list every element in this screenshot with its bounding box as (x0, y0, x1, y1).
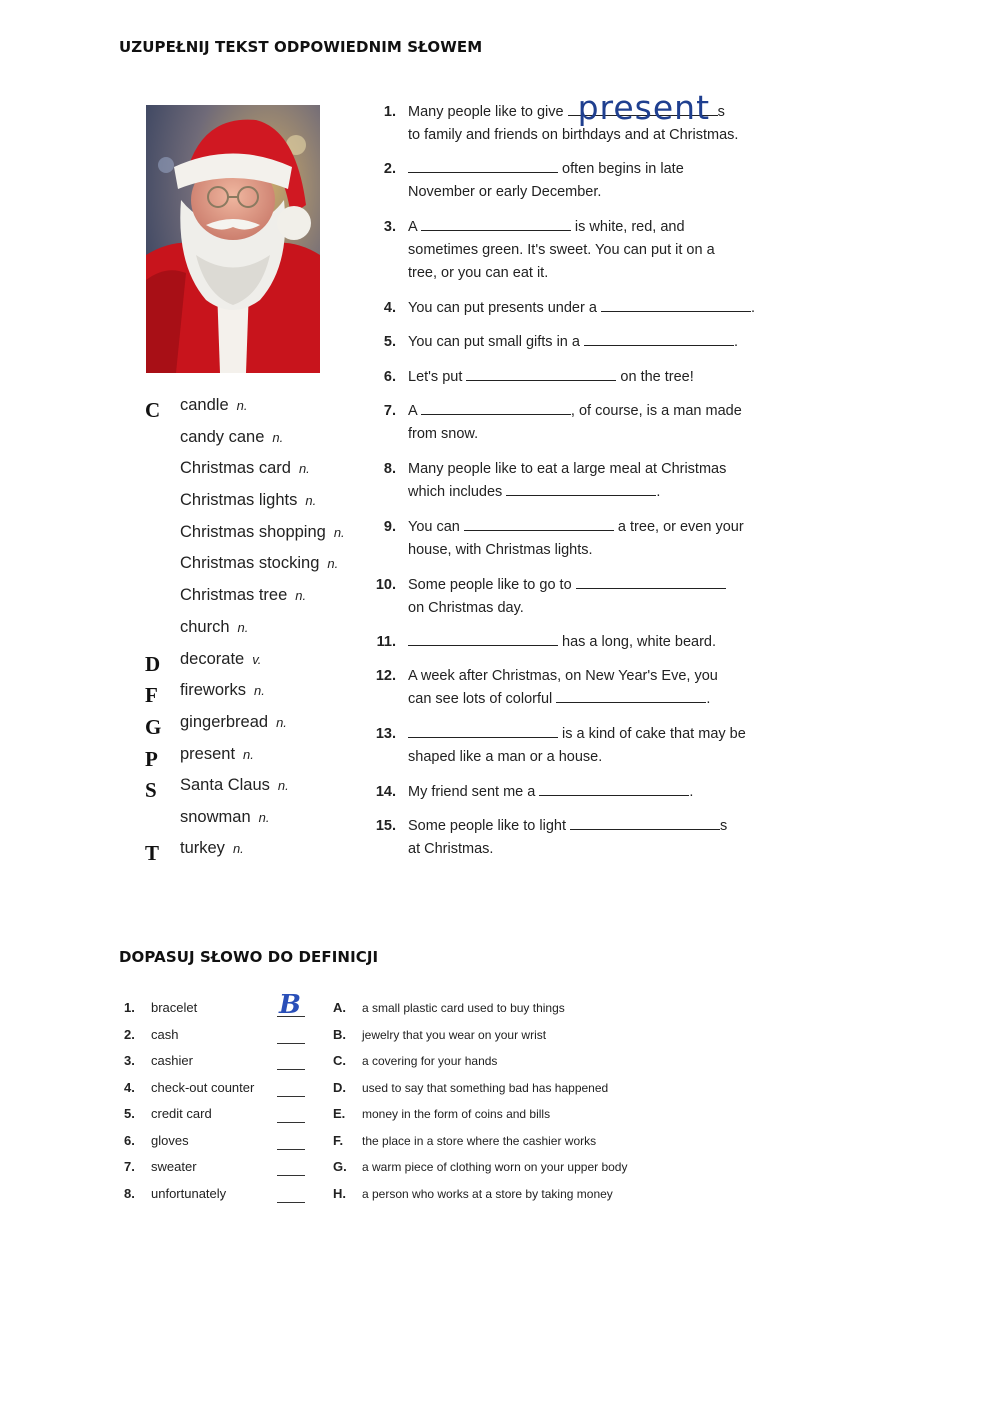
matching-number: 5. (124, 1106, 135, 1121)
question-text (408, 516, 778, 562)
part-of-speech: n. (295, 588, 307, 603)
answer-blank[interactable] (408, 631, 558, 646)
word-list-item (145, 650, 375, 680)
part-of-speech: n. (243, 747, 254, 762)
question-line: house, with Christmas lights. (408, 542, 593, 558)
part-of-speech: n. (237, 620, 249, 635)
matching-row (124, 1133, 744, 1159)
word-list-item (145, 681, 375, 711)
answer-blank[interactable] (556, 688, 706, 703)
question-text (408, 158, 778, 204)
word-list-item (145, 428, 375, 458)
part-of-speech: n. (232, 841, 244, 856)
question-text (408, 88, 778, 147)
word-list-letter: S (145, 778, 157, 802)
word-list-word: fireworks n. (180, 681, 265, 699)
question-number: 1. (383, 104, 396, 120)
definition-letter: A. (333, 1000, 346, 1015)
word-list-item (145, 808, 375, 838)
question-line: to family and friends on birthdays and at Christmas. (408, 127, 739, 143)
word-list-word: Christmas shopping n. (180, 523, 345, 541)
question-line: has a long, white beard. (408, 631, 778, 654)
word-list-letter: C (145, 398, 161, 422)
matching-number: 6. (124, 1133, 135, 1148)
word-list-item (145, 491, 375, 521)
question-text (408, 574, 778, 620)
word-list-word: present n. (180, 745, 254, 763)
santa-claus-photo (146, 105, 320, 373)
question-line: November or early December. (408, 184, 602, 200)
matching-number: 1. (124, 1000, 135, 1015)
matching-word: check-out counter (151, 1080, 255, 1095)
matching-row (124, 990, 744, 1026)
definition-text: the place in a store where the cashier works (362, 1134, 597, 1148)
word-list-item (145, 396, 375, 426)
definition-text: money in the form of coins and bills (362, 1107, 551, 1121)
word-list-item (145, 839, 375, 869)
word-list-letter: F (145, 683, 158, 707)
answer-blank[interactable] (568, 88, 718, 127)
question-number: 11. (376, 634, 396, 650)
answer-blank[interactable] (506, 481, 656, 496)
question-line: is a kind of cake that may be (408, 723, 778, 746)
question-text (408, 297, 778, 320)
question-line: You can a tree, or even your (408, 516, 778, 539)
question-line: can see lots of colorful . (408, 688, 778, 711)
fill-in-heading: UZUPEŁNIJ TEKST ODPOWIEDNIM SŁOWEM (119, 38, 483, 56)
word-list-letter: D (145, 652, 161, 676)
definition-letter: F. (333, 1133, 344, 1148)
matching-row (124, 1186, 744, 1212)
part-of-speech: n. (258, 810, 270, 825)
definition-text: a covering for your hands (362, 1054, 498, 1068)
question-line: which includes . (408, 481, 778, 504)
question-line: My friend sent me a . (408, 781, 778, 804)
matching-row (124, 1053, 744, 1079)
word-list-item (145, 618, 375, 648)
question-number: 14. (375, 784, 396, 800)
question-number: 10. (375, 577, 396, 593)
question-number: 15. (375, 818, 396, 834)
question-text (408, 400, 778, 446)
matching-word: credit card (151, 1106, 212, 1121)
question-text (408, 815, 778, 861)
question-line: A , of course, is a man made (408, 400, 778, 423)
word-list-letter: P (145, 747, 158, 771)
question-number: 2. (383, 161, 396, 177)
word-list-word: Santa Claus n. (180, 776, 289, 794)
question-line: sometimes green. It's sweet. You can put it on a (408, 242, 715, 258)
question-line: Some people like to light s (408, 815, 778, 838)
question-line: You can put small gifts in a . (408, 331, 778, 354)
matching-number: 3. (124, 1053, 135, 1068)
part-of-speech: n. (277, 778, 289, 793)
question-text (408, 366, 778, 389)
answer-blank[interactable] (601, 297, 751, 312)
handwritten-answer: present (577, 88, 711, 127)
matching-word: bracelet (151, 1000, 198, 1015)
word-list-item (145, 586, 375, 616)
matching-heading: DOPASUJ SŁOWO DO DEFINICJI (119, 948, 379, 966)
question-number: 12. (375, 668, 396, 684)
matching-answer-blank[interactable] (277, 1063, 305, 1070)
matching-answer-blank[interactable] (277, 1169, 305, 1176)
question-line: shaped like a man or a house. (408, 749, 603, 765)
matching-handwritten-answer: B (279, 990, 301, 1020)
word-list-word: Christmas card n. (180, 459, 310, 477)
matching-word: cash (151, 1027, 179, 1042)
word-list-letter: T (145, 841, 160, 865)
part-of-speech: v. (252, 652, 262, 667)
question-line: often begins in late (408, 158, 778, 181)
question-line: Let's put on the tree! (408, 366, 778, 389)
word-list-word: gingerbread n. (180, 713, 287, 731)
matching-word: cashier (151, 1053, 193, 1068)
word-list-word: Christmas stocking n. (180, 554, 339, 572)
answer-blank[interactable] (421, 400, 571, 415)
answer-blank[interactable] (408, 158, 558, 173)
word-list-item (145, 459, 375, 489)
definition-letter: D. (333, 1080, 346, 1095)
question-text (408, 216, 778, 285)
question-line: Many people like to eat a large meal at Christmas (408, 461, 727, 477)
word-list-item (145, 713, 375, 743)
word-list-word: decorate v. (180, 650, 262, 668)
question-line: Many people like to give present s (408, 88, 725, 127)
word-list-word: candy cane n. (180, 428, 284, 446)
question-line: at Christmas. (408, 841, 494, 857)
matching-number: 7. (124, 1159, 135, 1174)
matching-number: 2. (124, 1027, 135, 1042)
question-text (408, 665, 778, 711)
question-text (408, 631, 778, 654)
answer-blank[interactable] (576, 574, 726, 589)
question-number: 5. (383, 334, 396, 350)
matching-answer-blank[interactable] (277, 1090, 305, 1097)
matching-word: unfortunately (151, 1186, 227, 1201)
word-list-item (145, 554, 375, 584)
question-number: 6. (383, 369, 396, 385)
question-number: 9. (383, 519, 396, 535)
matching-word: sweater (151, 1159, 197, 1174)
answer-blank[interactable] (466, 366, 616, 381)
question-number: 13. (375, 726, 396, 742)
definition-letter: G. (333, 1159, 347, 1174)
answer-blank[interactable] (539, 781, 689, 796)
question-text (408, 331, 778, 354)
answer-blank[interactable] (421, 216, 571, 231)
question-line: tree, or you can eat it. (408, 265, 549, 281)
matching-answer-blank[interactable] (277, 1196, 305, 1203)
word-list-item (145, 776, 375, 806)
part-of-speech: n. (333, 525, 345, 540)
word-list-item (145, 523, 375, 553)
definition-text: a small plastic card used to buy things (362, 1001, 565, 1015)
definition-text: a warm piece of clothing worn on your upper body (362, 1160, 628, 1174)
matching-row (124, 1106, 744, 1132)
question-number: 7. (383, 403, 396, 419)
answer-blank[interactable] (464, 516, 614, 531)
word-list-item (145, 745, 375, 775)
part-of-speech: n. (327, 556, 339, 571)
part-of-speech: n. (272, 430, 284, 445)
part-of-speech: n. (276, 715, 287, 730)
definition-letter: E. (333, 1106, 346, 1121)
definition-letter: H. (333, 1186, 346, 1201)
question-line: on Christmas day. (408, 600, 524, 616)
part-of-speech: n. (236, 398, 248, 413)
question-number: 4. (383, 300, 396, 316)
word-list-word: turkey n. (180, 839, 244, 857)
question-text (408, 458, 778, 504)
part-of-speech: n. (298, 461, 310, 476)
word-list-word: Christmas tree n. (180, 586, 307, 604)
definition-letter: B. (333, 1027, 346, 1042)
matching-row (124, 1159, 744, 1185)
question-number: 8. (383, 461, 396, 477)
part-of-speech: n. (305, 493, 317, 508)
matching-number: 4. (124, 1080, 135, 1095)
answer-blank[interactable] (408, 723, 558, 738)
question-line: Some people like to go to (408, 574, 778, 597)
part-of-speech: n. (254, 683, 265, 698)
question-number: 3. (383, 219, 396, 235)
question-line: You can put presents under a . (408, 297, 778, 320)
word-list-word: candle n. (180, 396, 248, 414)
definition-letter: C. (333, 1053, 346, 1068)
matching-answer-blank[interactable] (277, 1037, 305, 1044)
question-text (408, 723, 778, 769)
matching-number: 8. (124, 1186, 135, 1201)
definition-text: a person who works at a store by taking money (362, 1187, 613, 1201)
question-text (408, 781, 778, 804)
word-list-word: snowman n. (180, 808, 270, 826)
matching-answer-blank[interactable] (277, 1143, 305, 1150)
word-list-word: church n. (180, 618, 249, 636)
word-list-word: Christmas lights n. (180, 491, 317, 509)
question-line: A is white, red, and (408, 216, 778, 239)
question-line: from snow. (408, 426, 479, 442)
word-list-letter: G (145, 715, 162, 739)
matching-word: gloves (151, 1133, 189, 1148)
definition-text: used to say that something bad has happened (362, 1081, 609, 1095)
answer-blank[interactable] (584, 331, 734, 346)
answer-blank[interactable] (570, 815, 720, 830)
matching-row (124, 1027, 744, 1053)
definition-text: jewelry that you wear on your wrist (362, 1028, 547, 1042)
question-line: A week after Christmas, on New Year's Eve, you (408, 668, 718, 684)
matching-answer-blank[interactable] (277, 1116, 305, 1123)
matching-row (124, 1080, 744, 1106)
